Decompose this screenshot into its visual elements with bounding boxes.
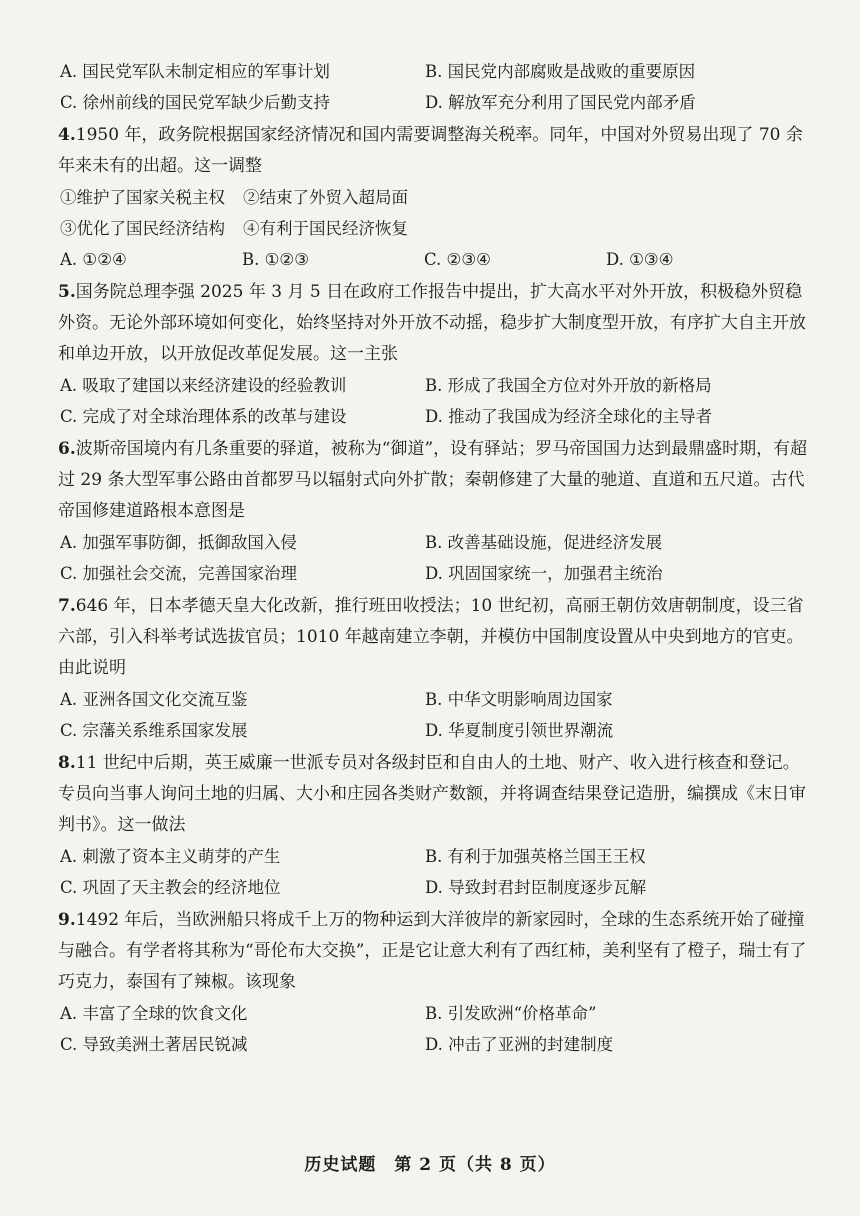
option-d: D. 冲击了亚洲的封建制度 [425, 1035, 614, 1054]
question-5 [58, 277, 808, 432]
option-c: C. 宗藩关系维系国家发展 [60, 721, 248, 740]
question-7 [58, 591, 808, 746]
question-stem [58, 591, 808, 684]
question-text: 1492 年后，当欧洲船只将成千上万的物种运到大洋彼岸的新家园时，全球的生态系统开始了碰撞与融合。有学者将其称为“哥伦布大交换”，正是它让意大利有了西红柿，美利坚有了橙子，瑞士有了巧克力，泰国有了辣椒。该现象 [58, 910, 807, 992]
question-stem [58, 120, 808, 182]
question-8 [58, 748, 808, 903]
statement-2: ②结束了外贸入超局面 [243, 188, 408, 207]
option-b: B. 中华文明影响周边国家 [425, 690, 613, 709]
options-grid [58, 998, 808, 1060]
question-text: 11 世纪中后期，英王威廉一世派专员对各级封臣和自由人的土地、财产、收入进行核查和登记。专员向当事人询问土地的归属、大小和庄园各类财产数额，并将调查结果登记造册，编撰成《末日审判书》。这一做法 [58, 753, 806, 835]
question-stem [58, 748, 808, 841]
question-stem [58, 277, 808, 370]
option-d: D. 解放军充分利用了国民党内部矛盾 [425, 93, 696, 112]
option-c: C. 完成了对全球治理体系的改革与建设 [60, 407, 347, 426]
question-text: 1950 年，政务院根据国家经济情况和国内需要调整海关税率。同年，中国对外贸易出现了 70 余年来未有的出超。这一调整 [58, 125, 803, 176]
question-text: 646 年，日本孝德天皇大化改新，推行班田收授法；10 世纪初，高丽王朝仿效唐朝制度，设三省六部，引入科举考试选拔官员；1010 年越南建立李朝，并模仿中国制度设置从中央到地方的官吏。由此说明 [58, 596, 804, 678]
option-b: B. 国民党内部腐败是战败的重要原因 [425, 62, 696, 81]
question-3-options [58, 56, 808, 118]
option-a: A. 加强军事防御，抵御敌国入侵 [60, 533, 297, 552]
options-grid [58, 244, 808, 275]
question-number: 6. [58, 439, 76, 459]
question-6 [58, 434, 808, 589]
option-a: A. 国民党军队未制定相应的军事计划 [60, 62, 330, 81]
question-4 [58, 120, 808, 275]
question-9 [58, 905, 808, 1060]
option-c: C. 导致美洲土著居民锐减 [60, 1035, 248, 1054]
options-grid [58, 841, 808, 903]
option-b: B. 引发欧洲“价格革命” [425, 1004, 597, 1023]
options-grid [58, 370, 808, 432]
option-b: B. 形成了我国全方位对外开放的新格局 [425, 376, 712, 395]
options-grid [58, 56, 808, 118]
page-footer: 历史试题 第 2 页（共 8 页） [304, 1155, 556, 1175]
question-number: 8. [58, 753, 76, 773]
question-stem [58, 905, 808, 998]
statement-1: ①维护了国家关税主权 [60, 188, 225, 207]
option-d: D. 巩固国家统一，加强君主统治 [425, 564, 663, 583]
option-a: A. 刺激了资本主义萌芽的产生 [60, 847, 281, 866]
option-c: C. 徐州前线的国民党军缺少后勤支持 [60, 93, 331, 112]
statement-4: ④有利于国民经济恢复 [243, 219, 408, 238]
option-a: A. ①②④ [60, 250, 127, 269]
option-c: C. 加强社会交流，完善国家治理 [60, 564, 298, 583]
options-grid [58, 527, 808, 589]
option-b: B. ①②③ [242, 250, 309, 269]
option-a: A. 亚洲各国文化交流互鉴 [60, 690, 248, 709]
option-a: A. 丰富了全球的饮食文化 [60, 1004, 248, 1023]
option-b: B. 改善基础设施，促进经济发展 [425, 533, 663, 552]
option-d: D. 华夏制度引领世界潮流 [425, 721, 614, 740]
question-text: 波斯帝国境内有几条重要的驿道，被称为“御道”，设有驿站；罗马帝国国力达到最鼎盛时期，有超过 29 条大型军事公路由首都罗马以辐射式向外扩散；秦朝修建了大量的驰道、直道和五尺道。古代帝国修建道路根本意图是 [58, 439, 808, 521]
question-stem [58, 434, 808, 527]
options-grid [58, 684, 808, 746]
question-text: 国务院总理李强 2025 年 3 月 5 日在政府工作报告中提出，扩大高水平对外开放，积极稳外贸稳外资。无论外部环境如何变化，始终坚持对外开放不动摇，稳步扩大制度型开放，有序扩大自主开放和单边开放，以开放促改革促发展。这一主张 [58, 282, 806, 364]
statements [58, 213, 808, 244]
option-d: D. 导致封君封臣制度逐步瓦解 [425, 878, 647, 897]
option-d: D. 推动了我国成为经济全球化的主导者 [425, 407, 713, 426]
question-number: 9. [58, 910, 76, 930]
option-d: D. ①③④ [606, 250, 674, 269]
question-number: 4. [58, 125, 76, 145]
question-number: 7. [58, 596, 76, 616]
option-c: C. ②③④ [424, 250, 491, 269]
option-c: C. 巩固了天主教会的经济地位 [60, 878, 281, 897]
question-number: 5. [58, 282, 76, 302]
statement-3: ③优化了国民经济结构 [60, 219, 225, 238]
option-a: A. 吸取了建国以来经济建设的经验教训 [60, 376, 347, 395]
option-b: B. 有利于加强英格兰国王王权 [425, 847, 646, 866]
statements [58, 182, 808, 213]
